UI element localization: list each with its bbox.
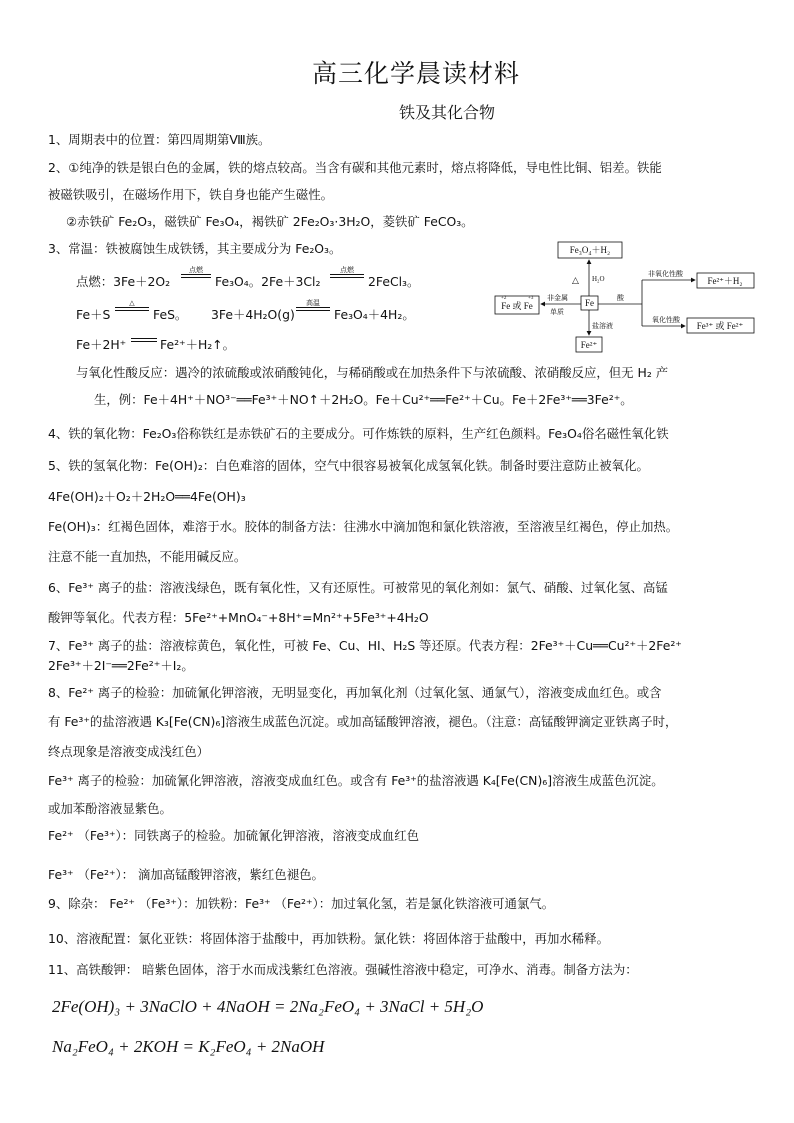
text-line: 2、①纯净的铁是银白色的金属，铁的熔点较高。当含有碳和其他元素时，熔点将降低，导电性比铜、铝差。铁能 (48, 160, 662, 175)
diagram-label: 非金属 (547, 294, 568, 302)
text-line: 11、高铁酸钾： 暗紫色固体，溶于水而成浅紫红色溶液。强碱性溶液中稳定，可净水、消毒。制备方法为： (48, 962, 638, 977)
diagram-label: 氧化性酸 (652, 316, 680, 324)
text-line: 3Fe＋4H₂O(g) (211, 307, 295, 322)
text-line: 4Fe(OH)₂＋O₂＋2H₂O══4Fe(OH)₃ (48, 489, 246, 504)
text-line: 6、Fe³⁺ 离子的盐：溶液浅绿色，既有氧化性，又有还原性。可被常见的氧化剂如：氯气、硝酸、过氧化氢、高锰 (48, 580, 668, 595)
diagram-label: 非氧化性酸 (648, 270, 683, 278)
reaction-arrow (115, 299, 149, 311)
text-line: Fe(OH)₃：红褐色固体，难溶于水。胶体的制备方法：往沸水中滴加饱和氯化铁溶液，至溶液呈红褐色，停止加热。 (48, 519, 679, 534)
reaction-arrow (131, 338, 157, 342)
equation: Na₂FeO₄ + 2KOH = K₂FeO₄ + 2NaOH (52, 1037, 325, 1056)
text-line: Fe²⁺＋H₂↑。 (160, 337, 236, 352)
text-line: 3、常温：铁被腐蚀生成铁锈，其主要成分为 Fe₂O₃。 (48, 241, 342, 256)
text-line: 注意不能一直加热，不能用碱反应。 (48, 549, 247, 564)
diagram-label: H₂O (592, 275, 605, 283)
text-line: 2FeCl₃。 (368, 274, 420, 289)
text-line: Fe₃O₄＋4H₂。 (334, 307, 415, 322)
page-subtitle: 铁及其化合物 (399, 103, 496, 122)
text-line: 5、铁的氢氧化物：Fe(OH)₂：白色难溶的固体，空气中很容易被氧化成氢氧化铁。制备时要注意防止被氧化。 (48, 458, 649, 473)
condition-label: △ (129, 299, 135, 307)
diagram-label: 盐溶液 (592, 322, 613, 330)
equal-arrow-icon (330, 274, 364, 278)
diagram-box-top-text: Fe₃O₄＋H₂ (569, 245, 611, 255)
equal-arrow-icon (296, 307, 330, 311)
text-line: 与氧化性酸反应：遇冷的浓硫酸或浓硝酸钝化，与稀硝酸或在加热条件下与浓硫酸、浓硝酸反应，但无 H₂ 产 (76, 365, 669, 380)
text-line: 终点现象是溶液变成浅红色） (48, 744, 210, 759)
iron-reaction-diagram (492, 238, 758, 356)
text-line: 点燃：3Fe＋2O₂ (76, 274, 171, 289)
condition-label: 点燃 (189, 266, 203, 274)
text-line: Fe₃O₄。2Fe＋3Cl₂ (215, 274, 321, 289)
diagram-box-right-bottom-text: Fe³⁺ 或 Fe²⁺ (696, 321, 744, 331)
condition-label: 点燃 (340, 266, 354, 274)
diagram-label: △ (572, 275, 579, 285)
oxidation-state: +3 (528, 296, 534, 301)
text-line: Fe＋S (76, 307, 111, 322)
text-line: 4、铁的氧化物：Fe₂O₃俗称铁红是赤铁矿石的主要成分。可作炼铁的原料，生产红色颜料。Fe₃O₄俗名磁性氧化铁 (48, 426, 669, 441)
text-line: 2Fe³⁺＋2I⁻══2Fe²⁺＋I₂。 (48, 658, 194, 673)
text-line: Fe＋2H⁺ (76, 337, 127, 352)
equal-arrow-icon (131, 338, 157, 342)
diagram-box-center-text: Fe (585, 298, 594, 308)
page-title: 高三化学晨读材料 (312, 59, 521, 88)
reaction-arrow (296, 299, 330, 311)
text-line: 9、除杂： Fe²⁺ （Fe³⁺）：加铁粉：Fe³⁺ （Fe²⁺）：加过氧化氢，若是氯化铁溶液可通氯气。 (48, 896, 555, 911)
text-line: Fe³⁺ （Fe²⁺）： 滴加高锰酸钾溶液，紫红色褪色。 (48, 867, 324, 882)
equation: 2Fe(OH)₃ + 3NaClO + 4NaOH = 2Na₂FeO₄ + 3NaCl + 5H₂O (52, 997, 484, 1016)
reaction-arrow (181, 266, 211, 278)
text-line: 10、溶液配置：氯化亚铁：将固体溶于盐酸中，再加铁粉。氯化铁：将固体溶于盐酸中，再加水稀释。 (48, 931, 609, 946)
text-line: 有 Fe³⁺的盐溶液遇 K₃[Fe(CN)₆]溶液生成蓝色沉淀。或加高锰酸钾溶液，褪色。（注意：高锰酸钾滴定亚铁离子时， (48, 714, 678, 729)
text-line: Fe³⁺ 离子的检验：加硫氰化钾溶液，溶液变成血红色。或含有 Fe³⁺的盐溶液遇 K₄[Fe(CN)₆]溶液生成蓝色沉淀。 (48, 773, 664, 788)
text-line: 7、Fe³⁺ 离子的盐：溶液棕黄色，氧化性，可被 Fe、Cu、HI、H₂S 等还原。代表方程：2Fe³⁺＋Cu══Cu²⁺＋2Fe²⁺ (48, 638, 682, 653)
text-line: 1、周期表中的位置：第四周期第Ⅷ族。 (48, 132, 271, 147)
diagram-label: 单质 (550, 308, 564, 316)
reaction-arrow (330, 266, 364, 278)
text-line: 生，例：Fe＋4H⁺＋NO³⁻══Fe³⁺＋NO↑＋2H₂O。Fe＋Cu²⁺══Fe²⁺＋Cu。Fe＋2Fe³⁺══3Fe²⁺。 (94, 392, 633, 407)
equal-arrow-icon (115, 307, 149, 311)
text-line: 8、Fe²⁺ 离子的检验：加硫氰化钾溶液，无明显变化，再加氧化剂（过氧化氢、通氯气），溶液变成血红色。或含 (48, 685, 662, 700)
text-line: 酸钾等氧化。代表方程：5Fe²⁺+MnO₄⁻+8H⁺=Mn²⁺+5Fe³⁺+4H₂O (48, 610, 429, 625)
text-line: FeS。 (153, 307, 188, 322)
oxidation-state: +2 (501, 296, 507, 301)
diagram-box-left-text: Fe 或 Fe (501, 301, 533, 311)
condition-label: 高温 (306, 299, 320, 307)
equal-arrow-icon (181, 274, 211, 278)
diagram-box-right-top-text: Fe²⁺＋H₂ (707, 276, 743, 286)
text-line: 被磁铁吸引，在磁场作用下，铁自身也能产生磁性。 (48, 187, 333, 202)
text-line: Fe²⁺ （Fe³⁺）：同铁离子的检验。加硫氰化钾溶液，溶液变成血红色 (48, 828, 420, 843)
text-line: 或加苯酚溶液显紫色。 (48, 801, 172, 816)
diagram-box-bottom-text: Fe²⁺ (580, 340, 598, 350)
diagram-label: 酸 (617, 294, 624, 302)
text-line: ②赤铁矿 Fe₂O₃，磁铁矿 Fe₃O₄，褐铁矿 2Fe₂O₃·3H₂O，菱铁矿 FeCO₃。 (66, 214, 474, 229)
